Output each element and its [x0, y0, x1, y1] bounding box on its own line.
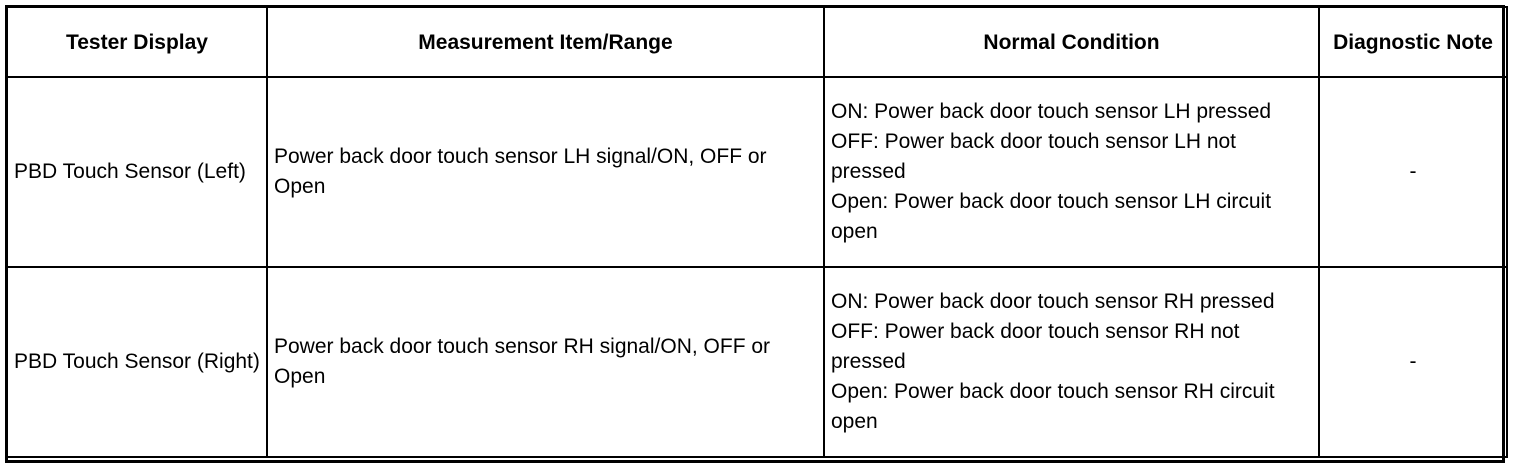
- data-list-table: [6, 6, 1508, 458]
- cell-normal-condition: [824, 77, 1319, 267]
- cell-normal-condition: [824, 267, 1319, 457]
- condition-off: OFF: Power back door touch sensor RH not pressed: [831, 320, 1240, 373]
- header-tester-display: Tester Display: [7, 7, 267, 77]
- table-row: [7, 77, 1507, 267]
- cell-diagnostic-note: -: [1319, 267, 1507, 457]
- cell-diagnostic-note: -: [1319, 77, 1507, 267]
- condition-off: OFF: Power back door touch sensor LH not pressed: [831, 130, 1237, 183]
- header-normal-condition: Normal Condition: [824, 7, 1319, 77]
- cell-tester-display: PBD Touch Sensor (Right): [7, 267, 267, 457]
- cell-measurement-item: Power back door touch sensor LH signal/ON, OFF or Open: [267, 77, 824, 267]
- table-header-row: [7, 7, 1507, 77]
- table-row: [7, 267, 1507, 457]
- condition-on: ON: Power back door touch sensor LH pressed: [831, 100, 1272, 123]
- header-measurement-item: Measurement Item/Range: [267, 7, 824, 77]
- condition-open: Open: Power back door touch sensor LH circuit open: [831, 190, 1272, 243]
- condition-open: Open: Power back door touch sensor RH circuit open: [831, 380, 1275, 433]
- cell-measurement-item: Power back door touch sensor RH signal/ON, OFF or Open: [267, 267, 824, 457]
- cell-tester-display: PBD Touch Sensor (Left): [7, 77, 267, 267]
- header-diagnostic-note: Diagnostic Note: [1319, 7, 1507, 77]
- condition-on: ON: Power back door touch sensor RH pressed: [831, 290, 1275, 313]
